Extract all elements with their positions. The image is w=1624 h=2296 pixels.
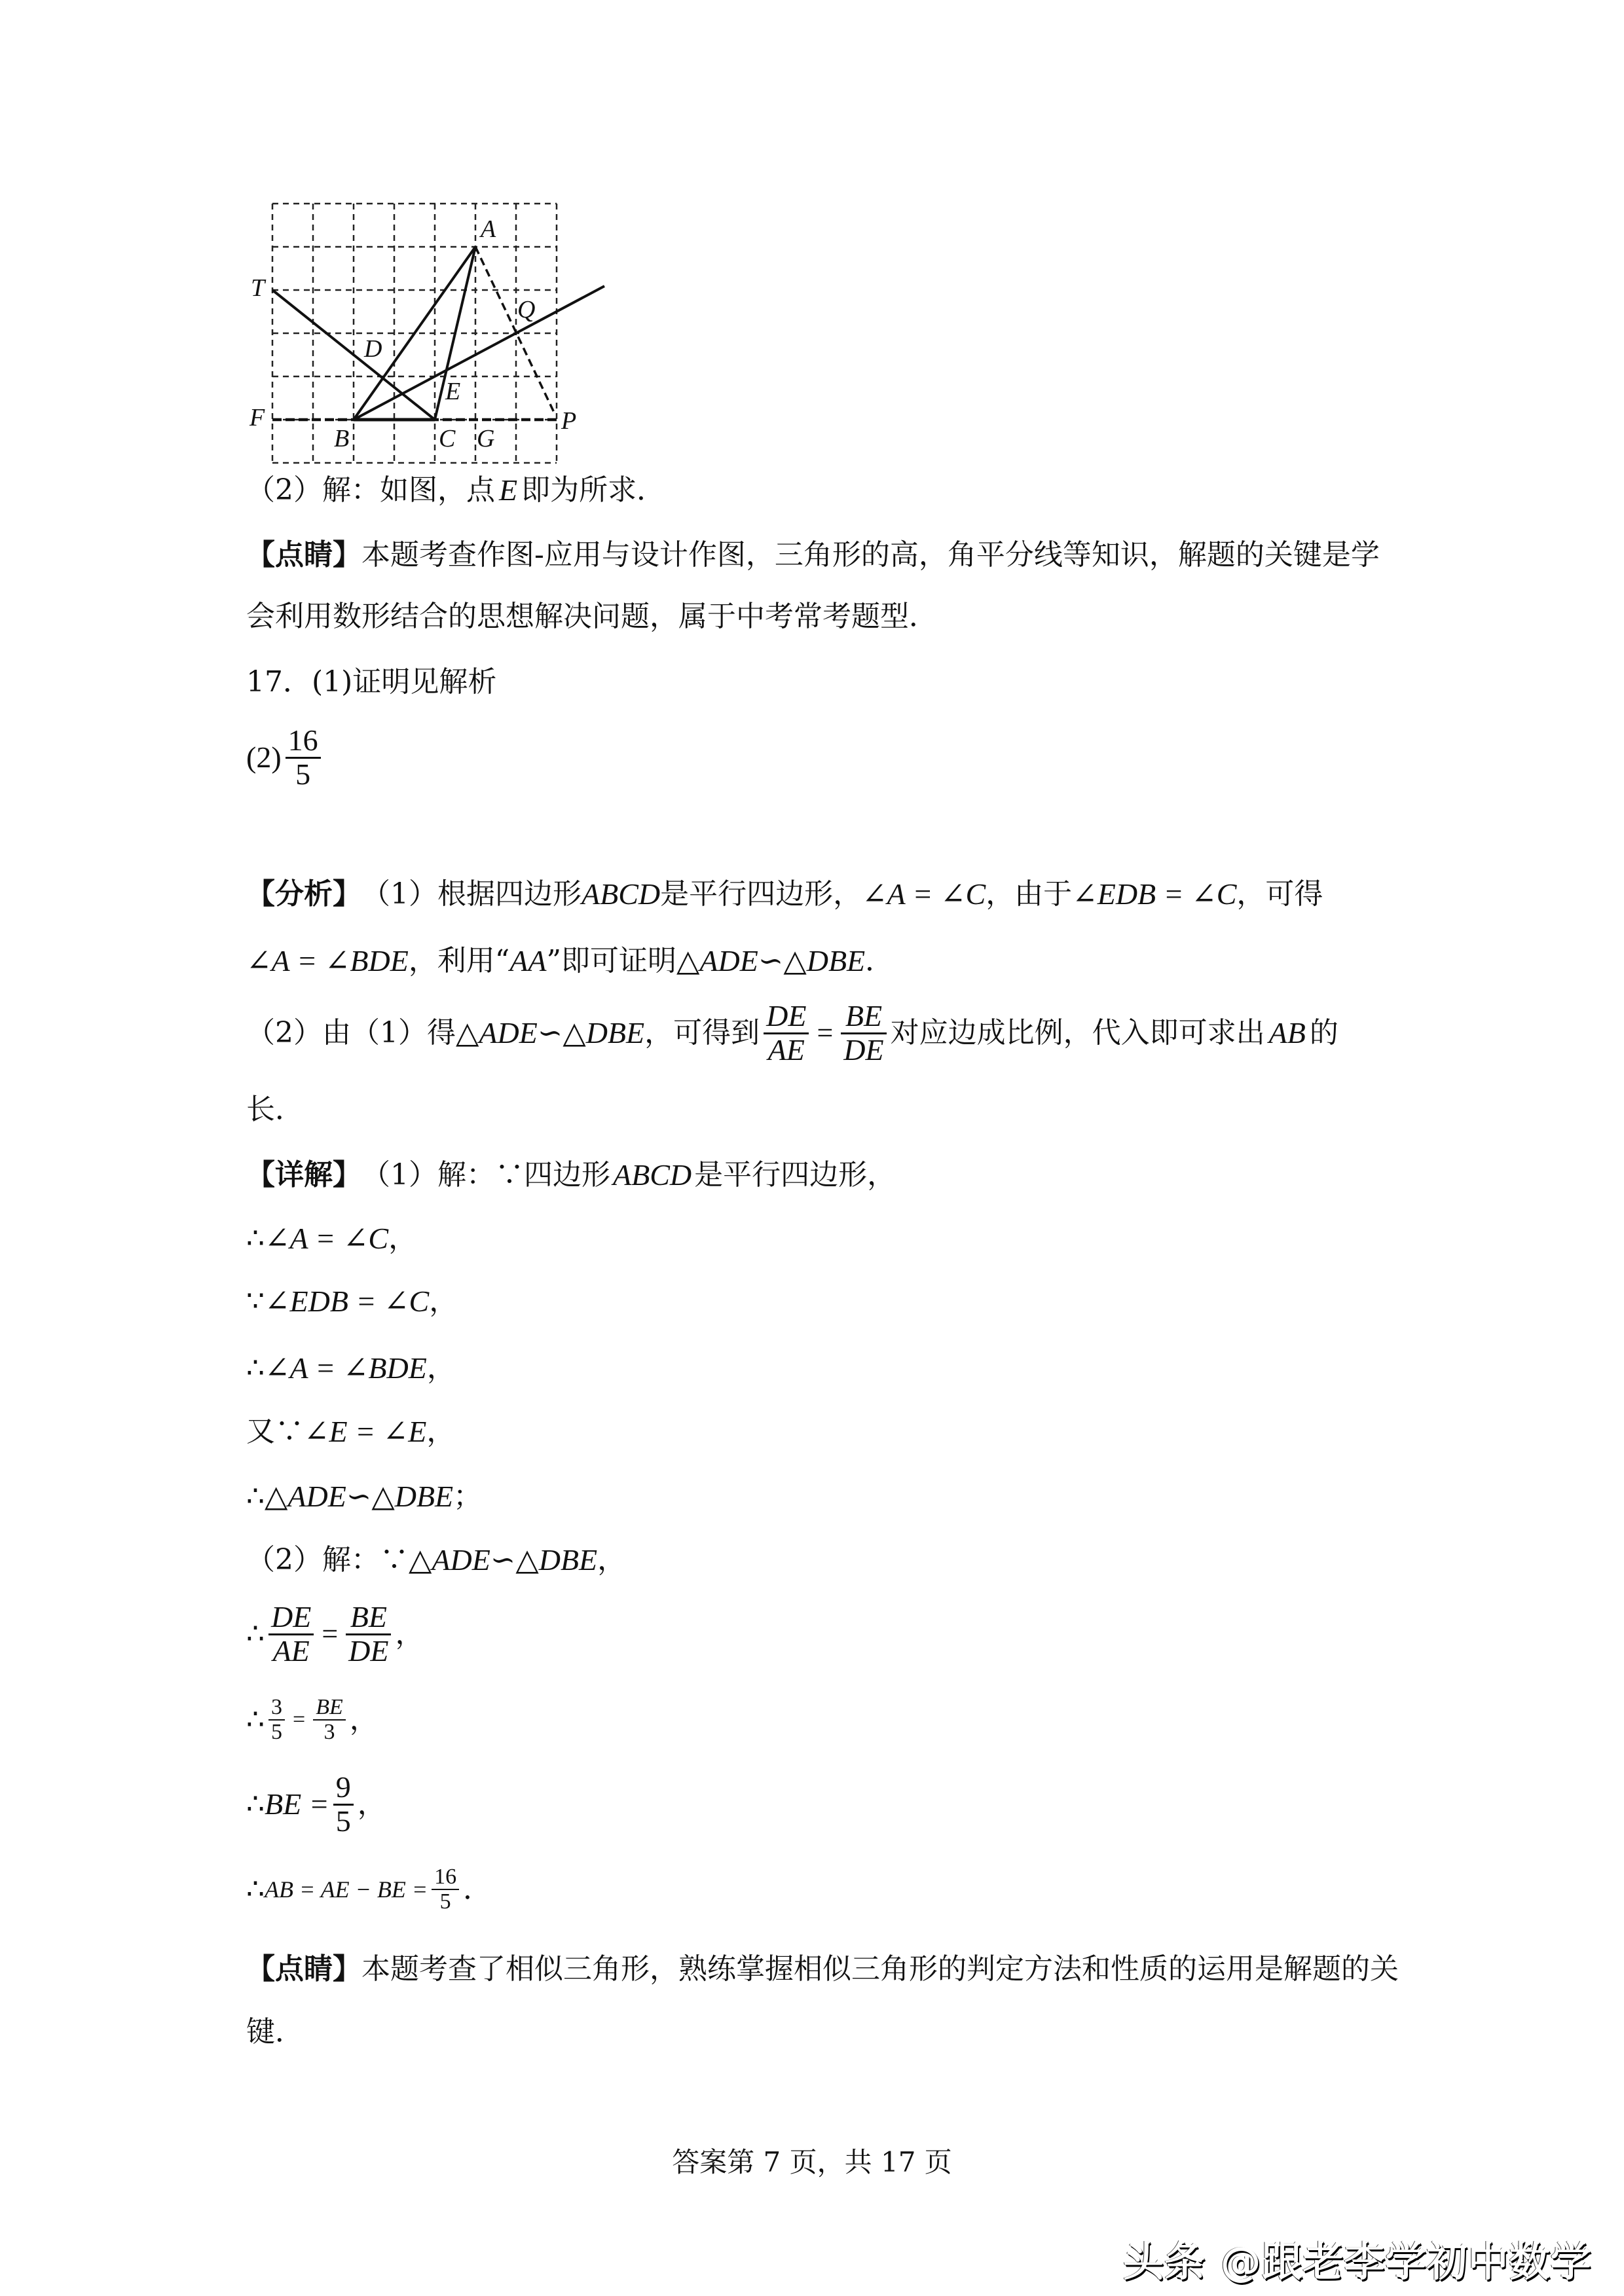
q17-step <box>246 1282 458 1321</box>
denominator: 3 <box>323 1720 335 1744</box>
math-point: E <box>499 473 518 507</box>
denominator: 5 <box>295 757 311 791</box>
comment-tag: 【点睛】 <box>246 1952 361 1986</box>
math: ∠EDB = ∠C <box>265 1285 430 1318</box>
text: 对应边成比例，代入即可求出 <box>890 1016 1265 1049</box>
fraction <box>346 1601 391 1667</box>
numerator: 9 <box>335 1770 351 1804</box>
analysis-tag: 【分析】 <box>246 877 361 911</box>
numerator: BE <box>316 1695 343 1720</box>
q17-detail-line1 <box>246 1156 896 1195</box>
q16-comment-line1 <box>246 536 1380 575</box>
text: 的 <box>1309 1016 1338 1049</box>
q17-comment-line1 <box>246 1950 1399 1989</box>
math: △ADE∽△DBE <box>456 1016 645 1049</box>
therefore-symbol: ∴ <box>246 1787 265 1821</box>
label-a: A <box>481 215 496 243</box>
math: ∠EDB = ∠C <box>1072 877 1237 911</box>
text: 17．(1)证明见解析 <box>246 665 497 699</box>
text: ， <box>395 1617 424 1650</box>
label-q: Q <box>517 296 536 323</box>
math: ∠E = ∠E <box>304 1415 427 1448</box>
text: （1）解：∵四边形 <box>361 1158 610 1192</box>
equals: = <box>293 1707 306 1732</box>
text: ，可得到 <box>644 1016 760 1049</box>
q16-comment-line2 <box>246 597 938 636</box>
denominator: 5 <box>271 1720 282 1744</box>
fraction <box>764 1000 809 1066</box>
text: ，利用“ <box>408 944 510 977</box>
fraction <box>286 725 321 790</box>
text: ． <box>865 944 895 977</box>
text: ， <box>357 1787 386 1821</box>
ray-bq <box>354 286 604 420</box>
text: ， <box>349 1703 378 1736</box>
therefore-symbol: ∴ <box>246 1351 265 1385</box>
text: 会利用数形结合的思想解决问题，属于中考常考题型． <box>246 600 938 633</box>
math: ∠A = ∠BDE <box>265 1351 427 1385</box>
page-footer: 答案第 7 页，共 17 页 <box>672 2146 952 2178</box>
math: BE = <box>265 1787 329 1821</box>
detail-tag: 【详解】 <box>246 1158 361 1192</box>
math: AA <box>509 944 547 977</box>
math: ∠A = ∠BDE <box>246 944 409 977</box>
label-b: B <box>334 425 350 452</box>
text: 是平行四边形， <box>694 1158 896 1192</box>
q17-analysis-line3 <box>246 995 1338 1071</box>
text: 是平行四边形， <box>660 877 862 911</box>
text: ， <box>426 1351 456 1385</box>
q17-step-be <box>246 1768 386 1841</box>
numerator: DE <box>271 1600 312 1634</box>
equals: = <box>817 1017 834 1049</box>
label-e: E <box>445 378 461 405</box>
denominator: AE <box>767 1032 805 1066</box>
therefore-symbol: ∴ <box>246 1480 265 1513</box>
fraction <box>313 1696 346 1743</box>
q17-part2-line <box>246 1540 626 1580</box>
therefore-symbol: ∴ <box>246 1872 265 1906</box>
geometry-figure <box>242 190 635 478</box>
label-f: F <box>249 404 265 431</box>
text: 即为所求． <box>521 473 666 507</box>
because-symbol: 又∵ <box>246 1415 304 1448</box>
equals: = <box>322 1618 339 1650</box>
q17-step <box>246 1219 417 1258</box>
math: △ADE∽△DBE <box>676 944 866 977</box>
text: ， <box>597 1543 627 1576</box>
text: （2）解：如图，点 <box>246 473 495 507</box>
therefore-symbol: ∴ <box>246 1703 265 1736</box>
label-t: T <box>251 274 265 302</box>
text: （1）根据四边形 <box>361 877 581 911</box>
therefore-symbol: ∴ <box>246 1222 265 1255</box>
text: 本题考查作图-应用与设计作图，三角形的高，角平分线等知识，解题的关键是学 <box>361 538 1380 572</box>
q17-step-substitute <box>246 1692 378 1748</box>
q17-comment-line2 <box>246 2013 304 2052</box>
text: ， <box>426 1415 456 1448</box>
math: △ADE∽△DBE <box>265 1480 454 1513</box>
label-d: D <box>364 335 382 363</box>
text: ， <box>388 1222 418 1255</box>
text: 长． <box>246 1093 304 1126</box>
denominator: 5 <box>335 1804 351 1838</box>
q17-step-ab <box>246 1861 492 1918</box>
q17-answer1 <box>246 663 496 702</box>
comment-tag: 【点睛】 <box>246 538 361 572</box>
denominator: DE <box>843 1032 884 1066</box>
q17-answer2 <box>246 720 325 795</box>
text: ． <box>463 1872 492 1906</box>
math: ABCD <box>581 877 661 911</box>
q17-step-proportion <box>246 1597 424 1671</box>
fraction <box>333 1772 354 1837</box>
denominator: DE <box>348 1633 389 1667</box>
numerator: 3 <box>271 1695 282 1720</box>
numerator: 16 <box>434 1865 457 1889</box>
numerator: 16 <box>287 723 318 757</box>
math: ∠A = ∠C <box>265 1222 389 1255</box>
because-symbol: ∵ <box>246 1285 265 1318</box>
text: ，可得 <box>1236 877 1323 911</box>
fraction <box>841 1000 886 1066</box>
numerator: DE <box>766 999 807 1033</box>
math: AB <box>1268 1016 1306 1049</box>
q17-step <box>246 1412 455 1451</box>
text: 本题考查了相似三角形，熟练掌握相似三角形的判定方法和性质的运用是解题的关 <box>361 1952 1399 1986</box>
text: （2）由（1）得 <box>246 1016 456 1049</box>
math: △ADE∽△DBE <box>409 1543 598 1576</box>
math: ∠A = ∠C <box>862 877 986 911</box>
denominator: 5 <box>439 1889 451 1914</box>
label-g: G <box>477 425 495 452</box>
math: AB = AE − BE = <box>265 1876 428 1903</box>
text: ； <box>453 1480 483 1513</box>
fraction <box>432 1865 459 1913</box>
text: （2）解：∵ <box>246 1543 409 1576</box>
math: ABCD <box>613 1158 692 1192</box>
q17-analysis-line2 <box>246 941 894 981</box>
text: 键． <box>246 2015 304 2049</box>
q17-step <box>246 1477 482 1516</box>
label-p: P <box>561 407 577 435</box>
label-c: C <box>439 425 456 452</box>
text: (2) <box>246 740 282 774</box>
numerator: BE <box>845 999 883 1033</box>
q17-analysis-line4 <box>246 1090 304 1129</box>
text: ， <box>429 1285 458 1318</box>
watermark: 头条 @跟老李学初中数学 <box>1123 2238 1592 2286</box>
denominator: AE <box>272 1633 310 1667</box>
numerator: BE <box>350 1600 387 1634</box>
therefore-symbol: ∴ <box>246 1617 265 1650</box>
text: ”即可证明 <box>546 944 677 977</box>
q17-step <box>246 1349 456 1388</box>
q17-analysis-line1 <box>246 875 1323 914</box>
text: ，由于 <box>986 877 1073 911</box>
fraction <box>268 1601 314 1667</box>
fraction <box>268 1696 285 1743</box>
q16-part2 <box>246 471 665 510</box>
